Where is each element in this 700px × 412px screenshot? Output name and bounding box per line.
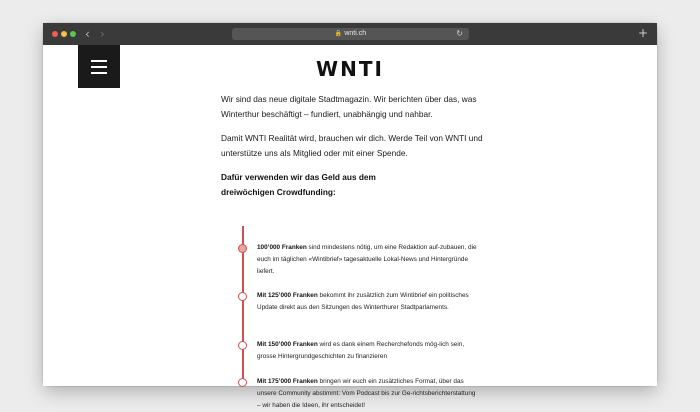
- browser-toolbar: [43, 23, 657, 45]
- url-text: wnti.ch: [344, 30, 367, 37]
- site-logo[interactable]: WNTI: [316, 57, 384, 81]
- new-tab-icon[interactable]: +: [637, 26, 648, 40]
- intro-paragraph: Wir sind das neue digitale Stadtmagazin. Wir berichten über das, was Winterthur beschäftigt – fundiert, unabhängig und nahbar.: [221, 94, 477, 119]
- timeline-text: bekommt ihr zusätzlich zum Wintibrief ein politisches Update direkt aus den Sitzungen des Winterthurer Stadtparlaments.: [257, 292, 469, 311]
- timeline-amount: Mit 175’000 Franken: [257, 378, 318, 385]
- back-arrow-icon[interactable]: ‹: [85, 27, 90, 41]
- section-heading: Dafür verwenden wir das Geld aus dem dreiwöchigen Crowdfunding:: [221, 172, 376, 197]
- minimize-window-button[interactable]: [61, 31, 67, 37]
- timeline-text: bringen wir euch ein zusätzliches Format, über das unsere Community abstimmt: Vom Podcast bis zur Ge-richtsberichterstattung – wir haben die Ideen, ihr entscheidet!: [257, 378, 476, 409]
- timeline-item: [257, 290, 477, 314]
- timeline-amount: 100’000 Franken: [257, 244, 307, 251]
- browser-window: [43, 23, 657, 409]
- timeline-marker: [238, 341, 247, 350]
- timeline-marker: [238, 378, 247, 387]
- timeline-text: wird es dank einem Recherchefonds mög-lich sein, grosse Hintergrundgeschichten zu finanzieren: [257, 341, 465, 360]
- timeline-amount: Mit 125’000 Franken: [257, 292, 318, 299]
- timeline-item: [257, 242, 477, 278]
- web-page: [43, 45, 657, 409]
- zoom-window-button[interactable]: [70, 31, 76, 37]
- reload-icon[interactable]: ↻: [456, 29, 463, 38]
- forward-arrow-icon[interactable]: ›: [100, 27, 105, 41]
- timeline-item: [257, 376, 477, 412]
- timeline-marker: [238, 244, 247, 253]
- address-bar[interactable]: [232, 28, 469, 40]
- timeline-text: sind mindestens nötig, um eine Redaktion auf-zubauen, die euch im täglichen «Wintibrief» tagesaktuelle Lokal-News und Hintergründe liefert.: [257, 244, 477, 275]
- timeline-item: [257, 339, 477, 363]
- lock-icon: 🔒: [334, 31, 343, 37]
- close-window-button[interactable]: [52, 31, 58, 37]
- timeline-marker: [238, 292, 247, 301]
- intro-paragraph: Damit WNTI Realität wird, brauchen wir dich. Werde Teil von WNTI und unterstütze uns als Mitglied oder mit einer Spende.: [221, 133, 483, 158]
- timeline-amount: Mit 150’000 Franken: [257, 341, 318, 348]
